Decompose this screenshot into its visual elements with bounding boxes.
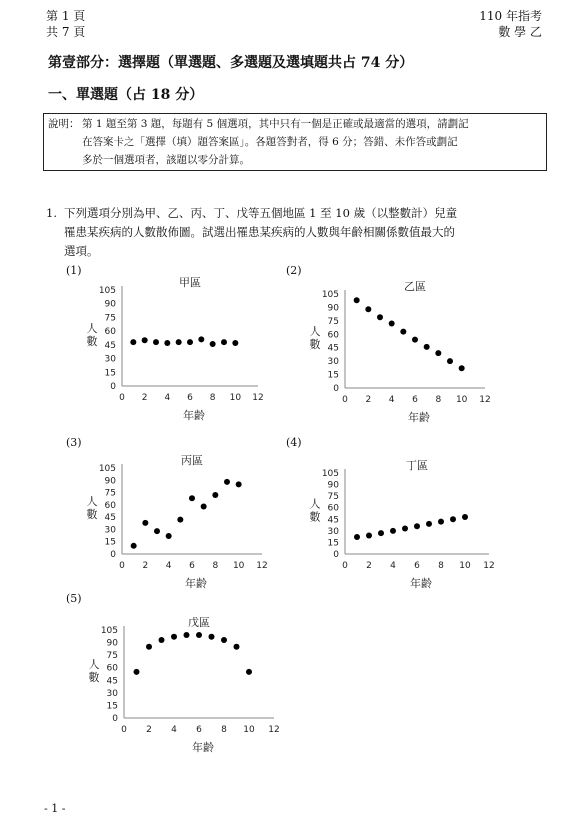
data-point	[146, 644, 152, 650]
x-tick-label: 10	[229, 393, 242, 403]
x-tick-label: 0	[342, 561, 348, 571]
y-tick-label: 15	[104, 368, 116, 379]
x-tick-label: 8	[212, 561, 219, 571]
data-point	[234, 644, 240, 650]
x-tick-label: 12	[256, 561, 268, 571]
y-tick-label: 45	[106, 676, 118, 687]
x-tick-label: 6	[412, 395, 418, 405]
y-tick-label: 30	[104, 525, 116, 536]
y-tick-label: 60	[104, 500, 116, 511]
page-number: 第 1 頁	[46, 9, 86, 23]
y-tick-label: 75	[104, 313, 116, 324]
y-axis-label: 人數	[309, 497, 321, 524]
y-tick-label: 90	[104, 476, 116, 487]
y-tick-label: 60	[104, 327, 116, 338]
x-tick-label: 10	[232, 561, 245, 571]
x-tick-label: 0	[119, 561, 125, 571]
x-tick-label: 0	[121, 725, 127, 735]
y-tick-label: 45	[327, 515, 339, 526]
option-label: (3)	[66, 436, 82, 449]
total-pages: 共 7 頁	[46, 25, 86, 39]
x-axis-label: 年齡	[192, 741, 214, 754]
x-tick-label: 2	[141, 393, 148, 403]
x-tick-label: 6	[196, 725, 202, 735]
x-tick-label: 6	[189, 561, 195, 571]
x-tick-label: 12	[479, 395, 491, 405]
y-tick-label: 45	[104, 513, 116, 524]
y-tick-label: 105	[98, 464, 116, 474]
option-label: (5)	[66, 592, 82, 605]
y-tick-label: 0	[112, 714, 118, 724]
x-tick-label: 6	[414, 561, 420, 571]
y-tick-label: 30	[106, 688, 118, 699]
question-number: 1.	[46, 206, 57, 220]
subject-name: 數 學 乙	[498, 25, 542, 39]
x-axis-label: 年齡	[185, 577, 207, 590]
chart-title: 丙區	[181, 454, 203, 467]
y-tick-label: 30	[327, 526, 339, 537]
x-tick-label: 12	[268, 725, 280, 735]
y-tick-label: 0	[333, 384, 339, 394]
y-tick-label: 60	[106, 663, 118, 674]
y-tick-label: 45	[327, 343, 339, 354]
x-tick-label: 4	[390, 561, 396, 571]
x-tick-label: 8	[209, 393, 216, 403]
instructions-line: 第 1 題至第 3 題，每題有 5 個選項，其中只有一個是正確或最適當的選項，請劃記	[82, 118, 469, 130]
x-tick-label: 4	[164, 393, 171, 403]
data-point	[196, 632, 202, 638]
chart-title: 甲區	[179, 276, 201, 289]
x-tick-label: 8	[438, 561, 444, 571]
exam-name: 110 年指考	[479, 9, 542, 23]
option-label: (4)	[286, 436, 302, 449]
y-tick-label: 15	[327, 370, 339, 381]
y-axis-label: 人數	[309, 325, 321, 351]
y-tick-label: 45	[104, 340, 116, 351]
x-tick-label: 4	[388, 395, 395, 405]
page-footer: - 1 -	[44, 802, 66, 815]
x-tick-label: 0	[342, 395, 348, 405]
x-tick-label: 12	[483, 561, 495, 571]
x-tick-label: 2	[366, 561, 372, 571]
option-label: (1)	[66, 264, 82, 277]
x-tick-label: 2	[146, 725, 152, 735]
y-tick-label: 60	[327, 503, 339, 514]
y-tick-label: 0	[110, 550, 116, 560]
y-tick-label: 105	[321, 469, 339, 479]
y-tick-label: 90	[104, 299, 116, 310]
chart-title: 乙區	[404, 280, 426, 293]
instructions-label: 說明：	[48, 118, 80, 130]
y-tick-label: 0	[110, 382, 116, 392]
x-tick-label: 12	[252, 393, 264, 403]
x-tick-label: 10	[455, 395, 468, 405]
data-point	[246, 669, 252, 675]
x-tick-label: 8	[435, 395, 442, 405]
subsection-title: 一、單選題（占 18 分）	[48, 87, 204, 103]
question-line: 選項。	[64, 244, 99, 258]
y-tick-label: 30	[327, 357, 339, 368]
data-point	[171, 634, 177, 640]
x-tick-label: 6	[187, 393, 193, 403]
y-tick-label: 90	[327, 303, 339, 314]
y-tick-label: 75	[104, 488, 116, 499]
y-axis-label: 人數	[88, 658, 100, 684]
y-tick-label: 60	[327, 330, 339, 341]
x-tick-label: 8	[221, 725, 227, 735]
y-axis-label: 人數	[86, 495, 98, 521]
data-point	[184, 632, 190, 638]
section-title: 第壹部分：選擇題（單選題、多選題及選填題共占 74 分）	[48, 55, 414, 71]
y-tick-label: 105	[98, 286, 116, 296]
y-tick-label: 15	[327, 538, 339, 549]
y-tick-label: 90	[327, 480, 339, 491]
data-point	[209, 634, 215, 640]
y-tick-label: 75	[327, 316, 339, 327]
x-tick-label: 4	[165, 561, 172, 571]
y-tick-label: 75	[106, 651, 118, 662]
data-point	[221, 637, 227, 643]
x-tick-label: 2	[365, 395, 372, 405]
y-tick-label: 75	[327, 492, 339, 503]
question-line: 下列選項分別為甲、乙、丙、丁、戊等五個地區 1 至 10 歲（以整數計）兒童	[64, 206, 458, 220]
x-tick-label: 10	[243, 725, 255, 735]
y-tick-label: 30	[104, 354, 116, 365]
y-tick-label: 105	[100, 626, 118, 636]
chart-title: 丁區	[406, 459, 428, 472]
y-axis-label: 人數	[86, 322, 98, 348]
x-tick-label: 0	[119, 393, 125, 403]
y-tick-label: 90	[106, 638, 118, 649]
x-axis-label: 年齡	[410, 577, 432, 590]
y-tick-label: 105	[321, 290, 339, 300]
instructions-line: 多於一個選項者，該題以零分計算。	[82, 154, 250, 166]
option-label: (2)	[286, 264, 302, 277]
x-tick-label: 4	[171, 725, 177, 735]
data-point	[159, 637, 165, 643]
chart-title: 戊區	[188, 616, 210, 629]
data-point	[134, 669, 140, 675]
x-axis-label: 年齡	[183, 409, 205, 422]
x-tick-label: 10	[459, 561, 471, 571]
x-axis-label: 年齡	[408, 411, 430, 424]
instructions-line: 在答案卡之「選擇（填）題答案區」。各題答對者，得 6 分；答錯、未作答或劃記	[82, 136, 458, 148]
y-tick-label: 15	[106, 701, 118, 712]
y-tick-label: 15	[104, 537, 116, 548]
question-line: 罹患某疾病的人數散佈圖。試選出罹患某疾病的人數與年齡相關係數值最大的	[64, 225, 455, 239]
x-tick-label: 2	[142, 561, 149, 571]
y-tick-label: 0	[333, 550, 339, 560]
